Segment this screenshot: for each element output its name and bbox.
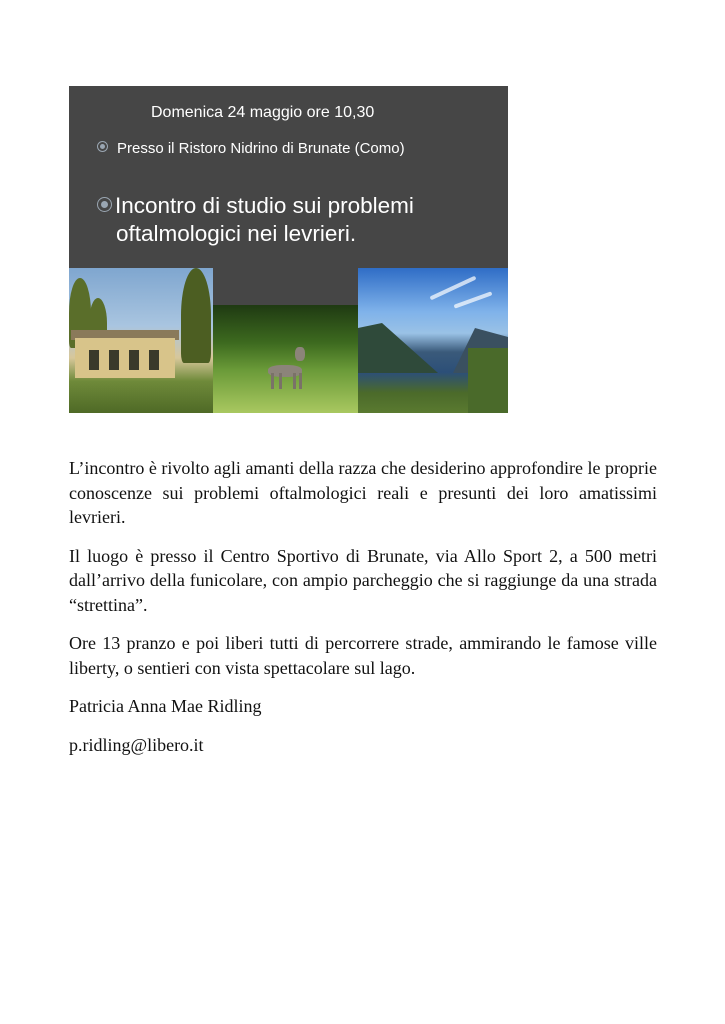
bullet-icon	[97, 197, 112, 212]
bullet-icon	[97, 141, 108, 152]
window-shape	[129, 350, 139, 370]
slide-topic-line1: Incontro di studio sui problemi	[115, 193, 414, 218]
event-slide-image	[69, 86, 508, 413]
paragraph-intro: L’incontro è rivolto agli amanti della razza che desiderino approfondire le proprie conoscenze sui problemi oftalmologici reali e presunti dei loro amatissimi levrieri.	[69, 458, 657, 527]
mountain-shape	[358, 323, 438, 373]
dog-head-shape	[295, 347, 305, 361]
dog-leg-shape	[293, 373, 296, 389]
paragraph-schedule: Ore 13 pranzo e poi liberi tutti di percorrere strade, ammirando le famose ville liberty, o sentieri con vista spettacolare sul lago.	[69, 633, 657, 678]
dog-leg-shape	[271, 373, 274, 389]
slide-topic	[97, 192, 497, 248]
tree-shape	[181, 268, 211, 363]
dog-leg-shape	[279, 373, 282, 389]
signature-email: p.ridling@libero.it	[69, 734, 204, 755]
slide-place-line	[97, 140, 405, 157]
window-shape	[109, 350, 119, 370]
hill-shape	[468, 348, 508, 413]
photo-lake-como	[358, 268, 508, 413]
slide-place-text: Presso il Ristoro Nidrino di Brunate (Como)	[117, 140, 405, 157]
dog-leg-shape	[299, 373, 302, 389]
photo-restaurant	[69, 268, 213, 413]
document-body	[69, 456, 657, 771]
cloud-shape	[454, 291, 493, 308]
paragraph-location: Il luogo è presso il Centro Sportivo di Brunate, via Allo Sport 2, a 500 metri dall’arrivo della funicolare, con ampio parcheggio che si raggiunge da una strada “strettina”.	[69, 545, 657, 615]
slide-topic-line2: oftalmologici nei levrieri.	[116, 221, 357, 246]
signature-name: Patricia Anna Mae Ridling	[69, 696, 262, 716]
slide-date-line: Domenica 24 maggio ore 10,30	[151, 104, 375, 121]
window-shape	[89, 350, 99, 370]
photo-greyhound	[213, 305, 358, 413]
cloud-shape	[429, 276, 476, 301]
window-shape	[149, 350, 159, 370]
